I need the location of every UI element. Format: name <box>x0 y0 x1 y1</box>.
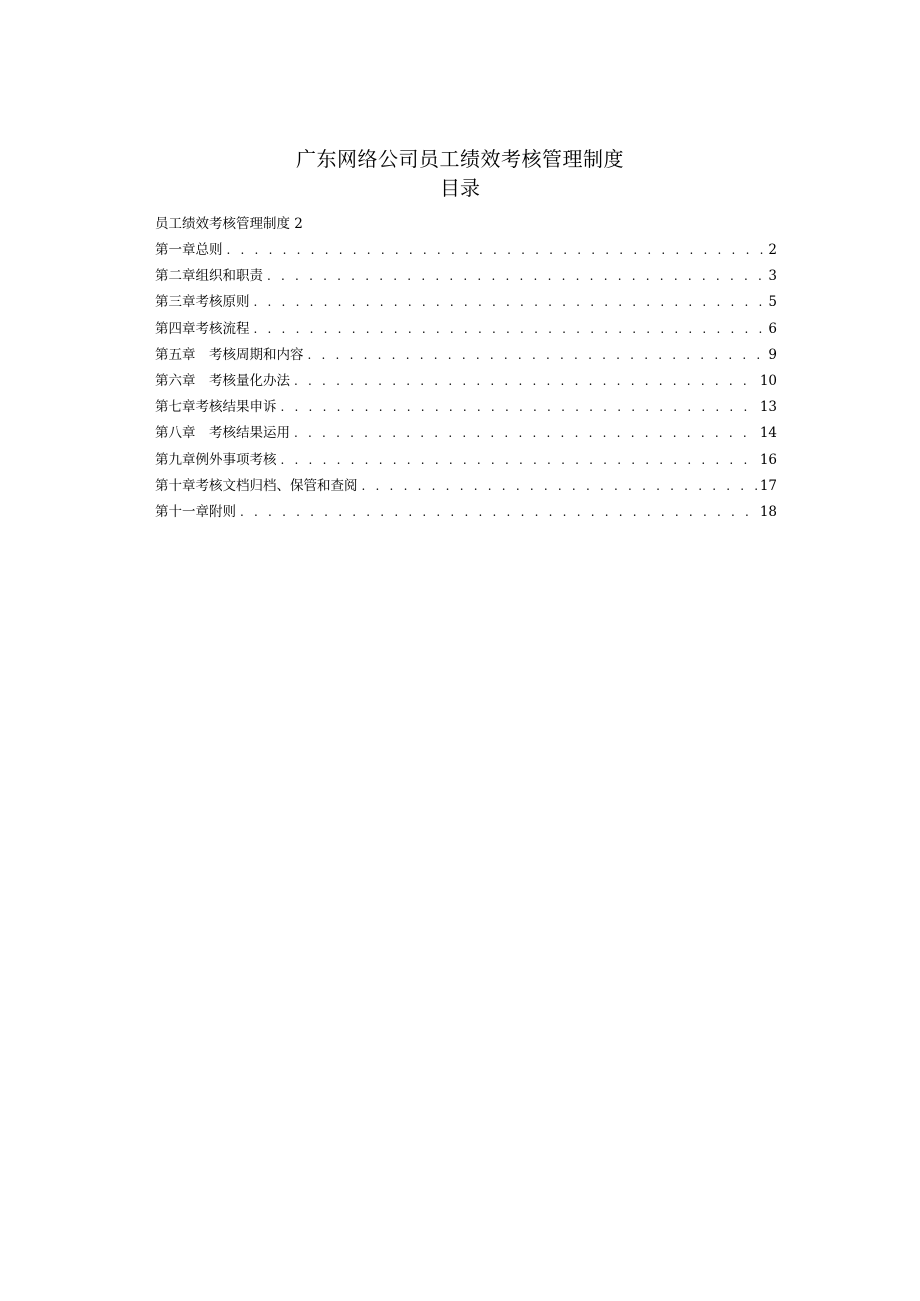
toc-entry-label: 第七章考核结果申诉 <box>155 399 277 416</box>
toc-entry-label: 第十一章附则 <box>155 503 236 520</box>
toc-entry-chapter-10[interactable] <box>155 476 777 502</box>
toc-entry-label: 第十章考核文档归档、保管和查阅 <box>155 477 358 494</box>
dot-leader <box>227 240 767 260</box>
toc-entry-page-number: 18 <box>759 503 777 520</box>
dot-leader <box>294 423 758 443</box>
document-title: 广东网络公司员工绩效考核管理制度 <box>296 147 624 171</box>
table-of-contents <box>155 240 777 528</box>
dot-leader <box>254 319 767 339</box>
toc-entry-page-number: 13 <box>759 399 777 416</box>
toc-entry-page-number: 9 <box>768 346 777 363</box>
toc-entry-chapter-8[interactable] <box>155 423 777 449</box>
dot-leader <box>294 371 758 391</box>
toc-entry-page-number: 17 <box>759 477 777 494</box>
toc-entry-chapter-2[interactable] <box>155 266 777 292</box>
toc-heading: 目录 <box>440 176 480 200</box>
toc-entry-label: 第六章 考核量化办法 <box>155 372 290 389</box>
toc-entry-label: 第四章考核流程 <box>155 320 250 337</box>
toc-entry-chapter-6[interactable] <box>155 371 777 397</box>
toc-entry-label: 第一章总则 <box>155 242 223 258</box>
dot-leader <box>267 266 766 286</box>
toc-entry-page-number: 3 <box>768 268 777 285</box>
toc-entry-label: 第九章例外事项考核 <box>155 451 277 468</box>
toc-entry-page-number: 6 <box>768 320 777 337</box>
dot-leader <box>362 476 758 496</box>
toc-entry-chapter-7[interactable] <box>155 397 777 423</box>
toc-entry-page-number: 10 <box>759 372 777 389</box>
toc-entry-page-number: 2 <box>768 242 777 258</box>
toc-entry-chapter-3[interactable] <box>155 292 777 318</box>
dot-leader <box>254 292 767 312</box>
toc-entry-label: 第五章 考核周期和内容 <box>155 346 304 363</box>
toc-entry-chapter-11[interactable] <box>155 502 777 528</box>
toc-entry-label: 第二章组织和职责 <box>155 268 263 285</box>
toc-entry-page-number: 5 <box>768 294 777 311</box>
toc-entry-chapter-1[interactable] <box>155 240 777 266</box>
toc-entry-chapter-4[interactable] <box>155 319 777 345</box>
toc-entry-label: 第八章 考核结果运用 <box>155 425 290 442</box>
toc-entry-chapter-5[interactable] <box>155 345 777 371</box>
toc-entry-chapter-9[interactable] <box>155 450 777 476</box>
toc-entry-label: 第三章考核原则 <box>155 294 250 311</box>
dot-leader <box>240 502 758 522</box>
dot-leader <box>308 345 767 365</box>
toc-entry-page-number: 14 <box>759 425 777 442</box>
dot-leader <box>281 450 758 470</box>
toc-top-entry[interactable]: 员工绩效考核管理制度 2 <box>155 216 303 232</box>
dot-leader <box>281 397 758 417</box>
toc-entry-page-number: 16 <box>759 451 777 468</box>
